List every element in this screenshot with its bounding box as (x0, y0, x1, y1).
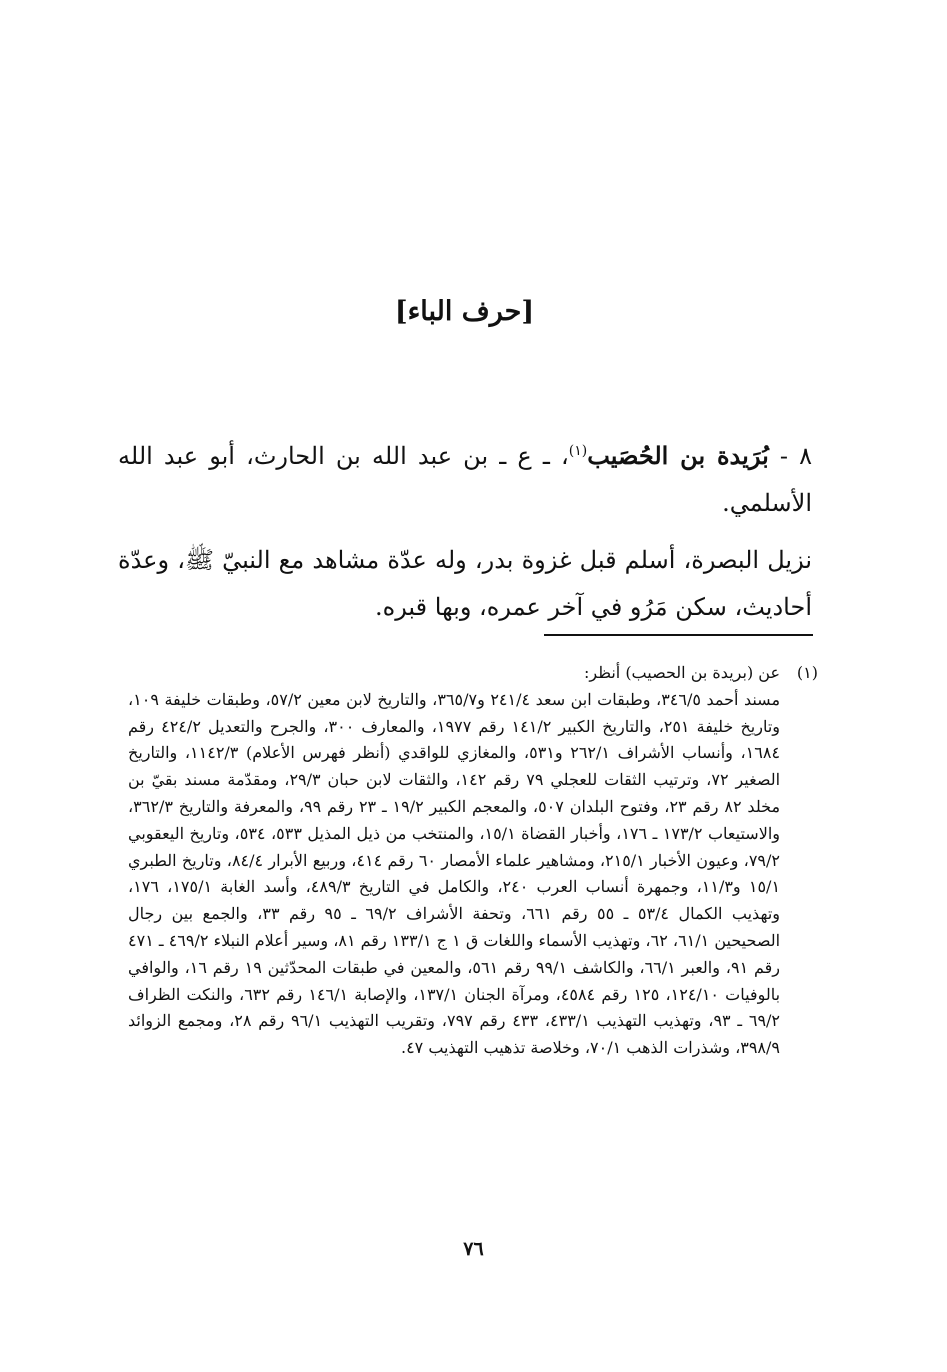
biography-entry (118, 432, 812, 631)
footnote-reference: (١) (568, 443, 588, 459)
entry-body-paragraph: نزيل البصرة، أسلم قبل غزوة بدر، وله عدّة مشاهد مع النبيّ ﷺ، وعدّة أحاديث، سكن مَرُو في آخر عمره، وبها قبره. (118, 546, 812, 621)
entry-lineage: ، ـ ع ـ بن عبد الله بن الحارث، أبو عبد الله الأسلمي. (118, 442, 812, 517)
footnote-separator (544, 634, 813, 636)
footnote-number: (١) (796, 663, 818, 682)
entry-number: ٨ - (768, 442, 813, 470)
chapter-title: [حرف الباء] (394, 296, 535, 327)
footnote (128, 660, 818, 1062)
footnote-heading-line (128, 660, 818, 687)
footnote-body: مسند أحمد ٣٤٦/٥، وطبقات ابن سعد ٢٤١/٤ و٣٦٥/٧، والتاريخ لابن معين ٥٧/٢، وطبقات خليفة ١٠٩، وتاريخ خليفة ٢٥١، والتاريخ الكبير ١٤١/٢ رقم ١٩٧٧، والمعارف ٣٠٠، والجرح والتعديل ٤٢٤/٢ رقم ١٦٨٤، وأنساب الأشراف ٢٦٢/١ و٥٣١، والمغازي للواقدي (أنظر فهرس الأعلام) ١١٤٢/٣، والتاريخ الصغير ٧٢، وترتيب الثقات للعجلي ٧٩ رقم ١٤٢، والثقات لابن حبان ٢٩/٣، ومقدّمة مسند بقيّ بن مخلد ٨٢ رقم ٢٣، وفتوح البلدان ٥٠٧، والمعجم الكبير ١٩/٢ ـ ٢٣ رقم ٩٩، والمعرفة والتاريخ ٣٦٢/٣، والاستيعاب ١٧٣/٢ ـ ١٧٦، وأخبار القضاة ١٥/١، والمنتخب من ذيل المذيل ٥٣٣، ٥٣٤، وتاريخ اليعقوبي ٧٩/٢، وعيون الأخبار ٢١٥/١، ومشاهير علماء الأمصار ٦٠ رقم ٤١٤، وربيع الأبرار ٨٤/٤، وتاريخ الطبري ١٥/١ و١١/٣، وجمهرة أنساب العرب ٢٤٠، والكامل في التاريخ ٤٨٩/٣، وأسد الغابة ١٧٥/١، ١٧٦، وتهذيب الكمال ٥٣/٤ ـ ٥٥ رقم ٦٦١، وتحفة الأشراف ٦٩/٢ ـ ٩٥ رقم ٣٣، والجمع بين رجال الصحيحين ٦١/١، ٦٢، وتهذيب الأسماء واللغات ق ١ ج ١٣٣/١ رقم ٨١، وسير أعلام النبلاء ٤٦٩/٢ ـ ٤٧١ رقم ٩١، والعبر ٦٦/١، والكاشف ٩٩/١ رقم ٥٦١، والمعين في طبقات المحدّثين ١٩ رقم ١٦، والوافي بالوفيات ١٢٤/١٠، ١٢٥ رقم ٤٥٨٤، ومرآة الجنان ١٣٧/١، والإصابة ١٤٦/١ رقم ٦٣٢، والنكت الظراف ٦٩/٢ ـ ٩٣، وتهذيب التهذيب ٤٣٣/١، ٤٣٣ رقم ٧٩٧، وتقريب التهذيب ٩٦/١ رقم ٢٨، ومجمع الزوائد ٣٩٨/٩، وشذرات الذهب ٧٠/١، وخلاصة تذهيب التهذيب ٤٧. (128, 689, 781, 1058)
footnote-heading: عن (بريدة بن الحصيب) أنظر: (583, 663, 780, 682)
page-number: ٧٦ (463, 1238, 484, 1260)
entry-name: بُرَيدة بن الحُصَيب (587, 441, 769, 470)
entry-heading-paragraph (118, 432, 812, 527)
